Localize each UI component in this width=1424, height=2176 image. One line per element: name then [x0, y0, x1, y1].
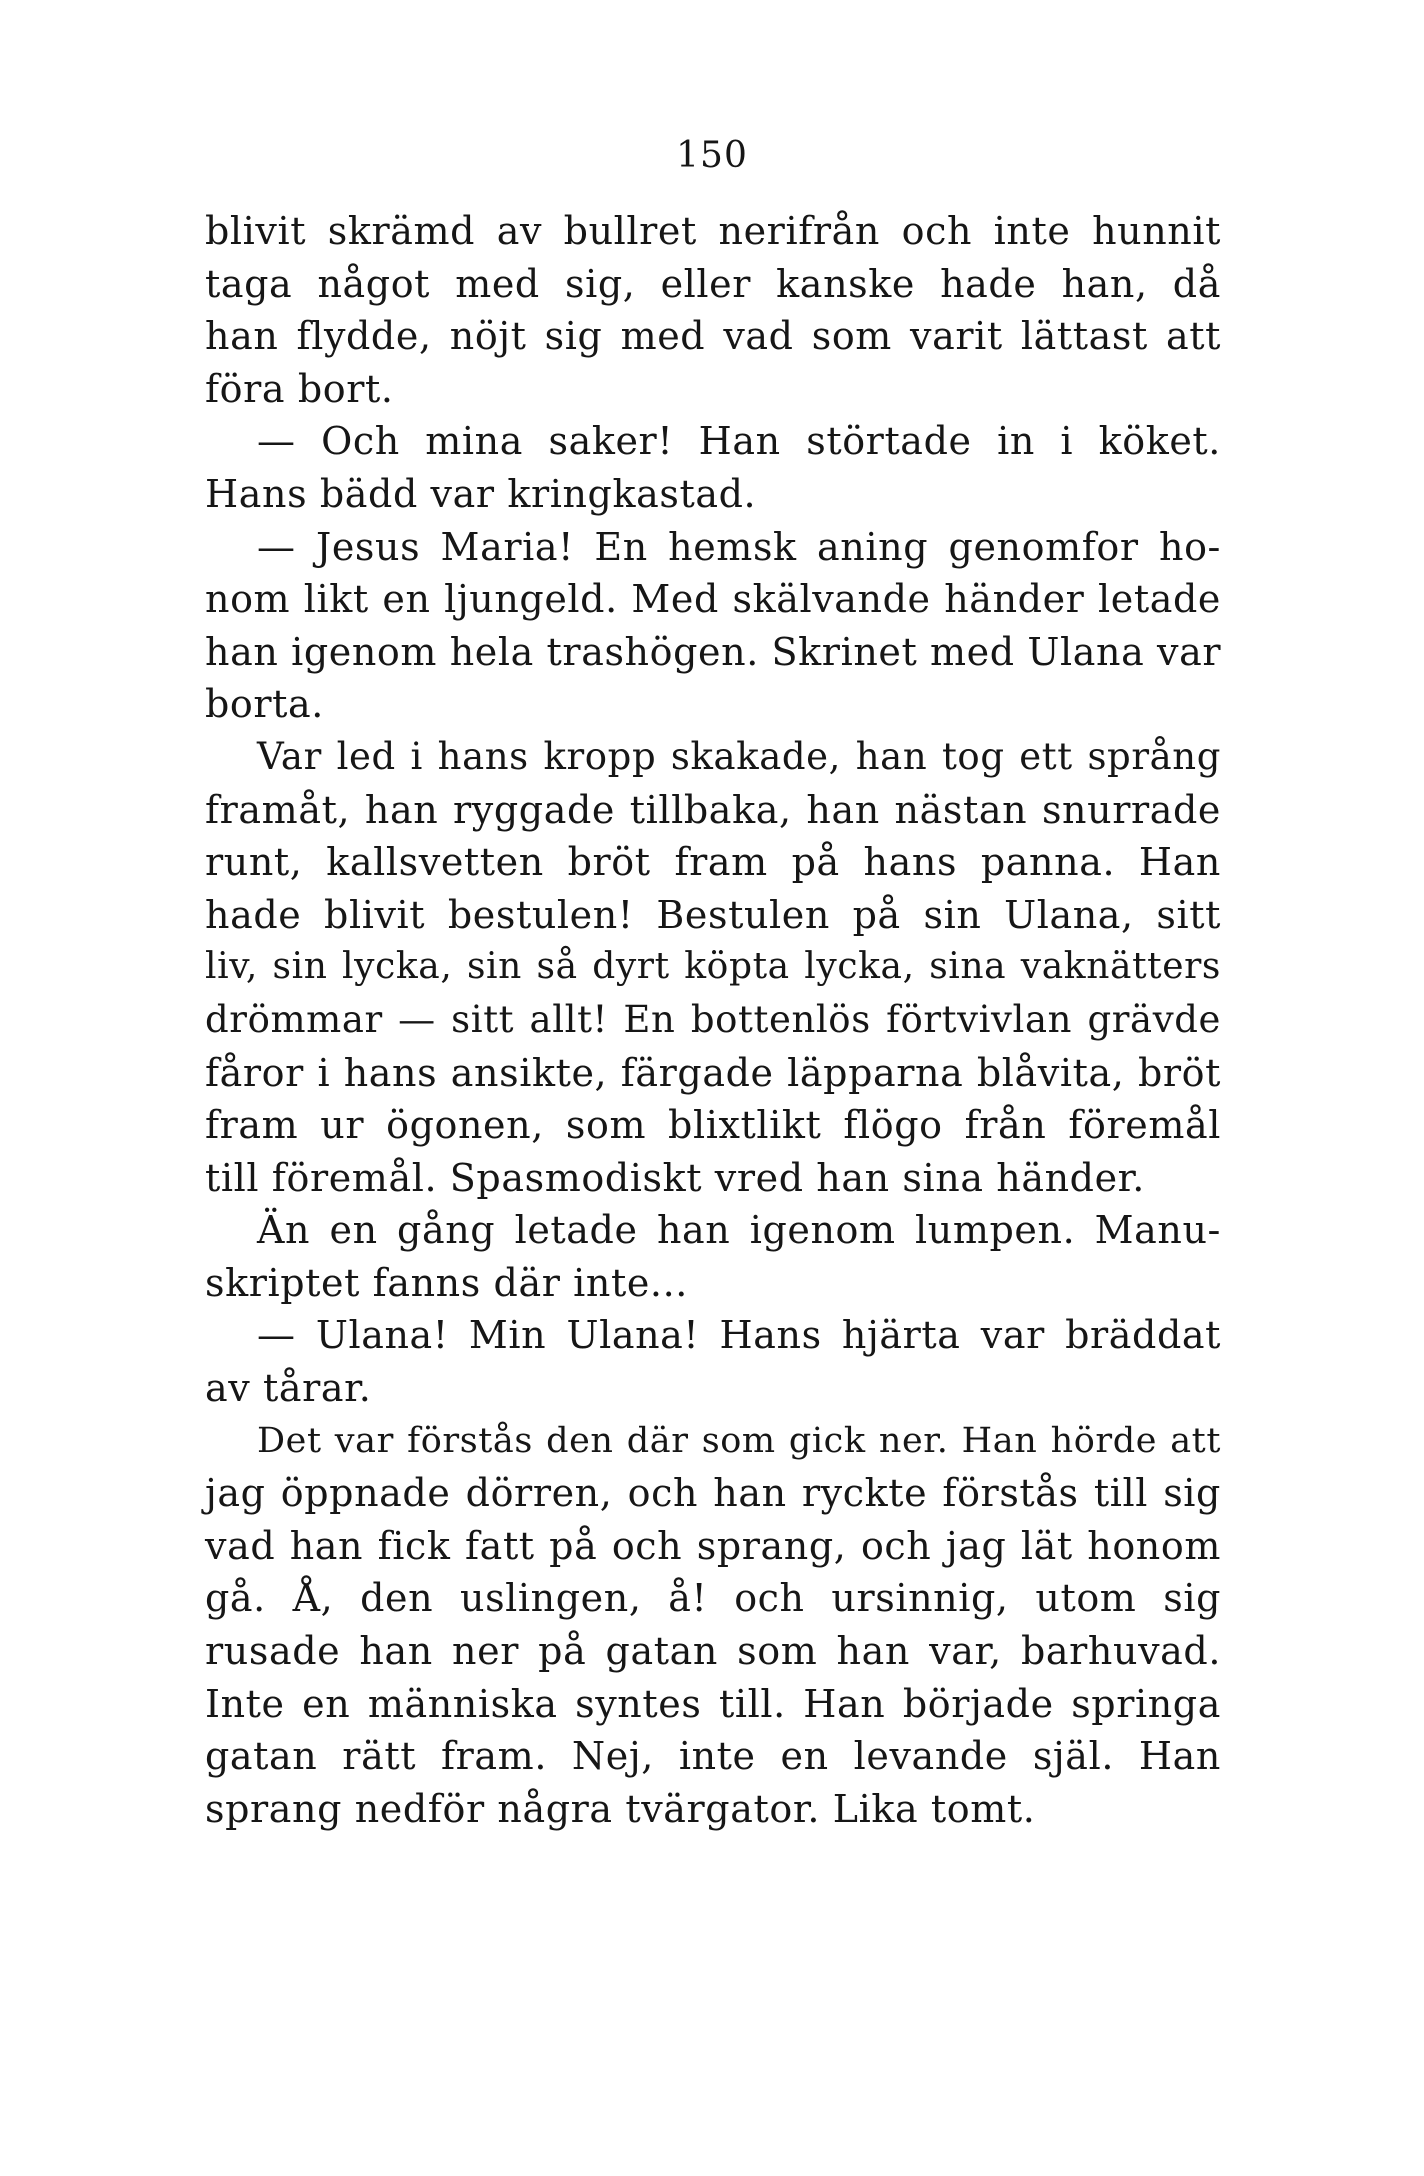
text-line: gå. Å, den uslingen, å! och ursinnig, utom sig: [205, 1576, 1221, 1621]
text-line: liv, sin lycka, sin så dyrt köpta lycka, sina vaknätters: [205, 946, 1221, 988]
text-line: nom likt en ljungeld. Med skälvande händer letade: [205, 577, 1221, 622]
text-line: vad han fick fatt på och sprang, och jag lät honom: [205, 1523, 1221, 1568]
text-line: fram ur ögonen, som blixtlikt flögo från föremål: [205, 1103, 1221, 1148]
text-line: jag öppnade dörren, och han ryckte förstås till sig: [205, 1471, 1221, 1516]
text-line: rusade han ner på gatan som han var, barhuvad.: [205, 1629, 1221, 1674]
text-line: gatan rätt fram. Nej, inte en levande själ. Han: [205, 1734, 1221, 1779]
text-line: skriptet fanns där inte...: [205, 1260, 688, 1305]
text-line: hade blivit bestulen! Bestulen på sin Ulana, sitt: [205, 892, 1221, 937]
text-line: Det var förstås den där som gick ner. Han hörde att: [257, 1420, 1221, 1461]
text-line: — Jesus Maria! En hemsk aning genomfor ho-: [257, 524, 1221, 569]
text-line: föra bort.: [205, 366, 394, 411]
body-text: [205, 205, 1221, 1835]
text-line: han flydde, nöjt sig med vad som varit lättast att: [205, 314, 1221, 359]
text-line: fåror i hans ansikte, färgade läpparna blåvita, bröt: [205, 1050, 1221, 1095]
text-line: framåt, han ryggade tillbaka, han nästan snurrade: [205, 787, 1221, 832]
text-line: runt, kallsvetten bröt fram på hans panna. Han: [205, 840, 1221, 885]
text-line: till föremål. Spasmodiskt vred han sina händer.: [205, 1155, 1145, 1200]
text-line: han igenom hela trashögen. Skrinet med Ulana var: [205, 629, 1222, 674]
text-line: Än en gång letade han igenom lumpen. Manu-: [257, 1208, 1221, 1253]
text-line: — Och mina saker! Han störtade in i köket.: [257, 419, 1221, 464]
text-line: taga något med sig, eller kanske hade han, då: [205, 261, 1221, 306]
text-line: sprang nedför några tvärgator. Lika tomt.: [205, 1786, 1036, 1831]
text-line: Hans bädd var kringkastad.: [205, 471, 757, 516]
text-line: av tårar.: [205, 1366, 372, 1411]
text-line: Var led i hans kropp skakade, han tog ett språng: [257, 734, 1221, 778]
text-line: borta.: [205, 682, 324, 727]
text-line: drömmar — sitt allt! En bottenlös förtvivlan grävde: [205, 997, 1221, 1041]
text-line: blivit skrämd av bullret nerifrån och inte hunnit: [205, 209, 1221, 253]
text-line: Inte en människa syntes till. Han började springa: [205, 1681, 1221, 1726]
page-number: 150: [676, 135, 748, 176]
text-line: — Ulana! Min Ulana! Hans hjärta var bräddat: [257, 1313, 1221, 1358]
